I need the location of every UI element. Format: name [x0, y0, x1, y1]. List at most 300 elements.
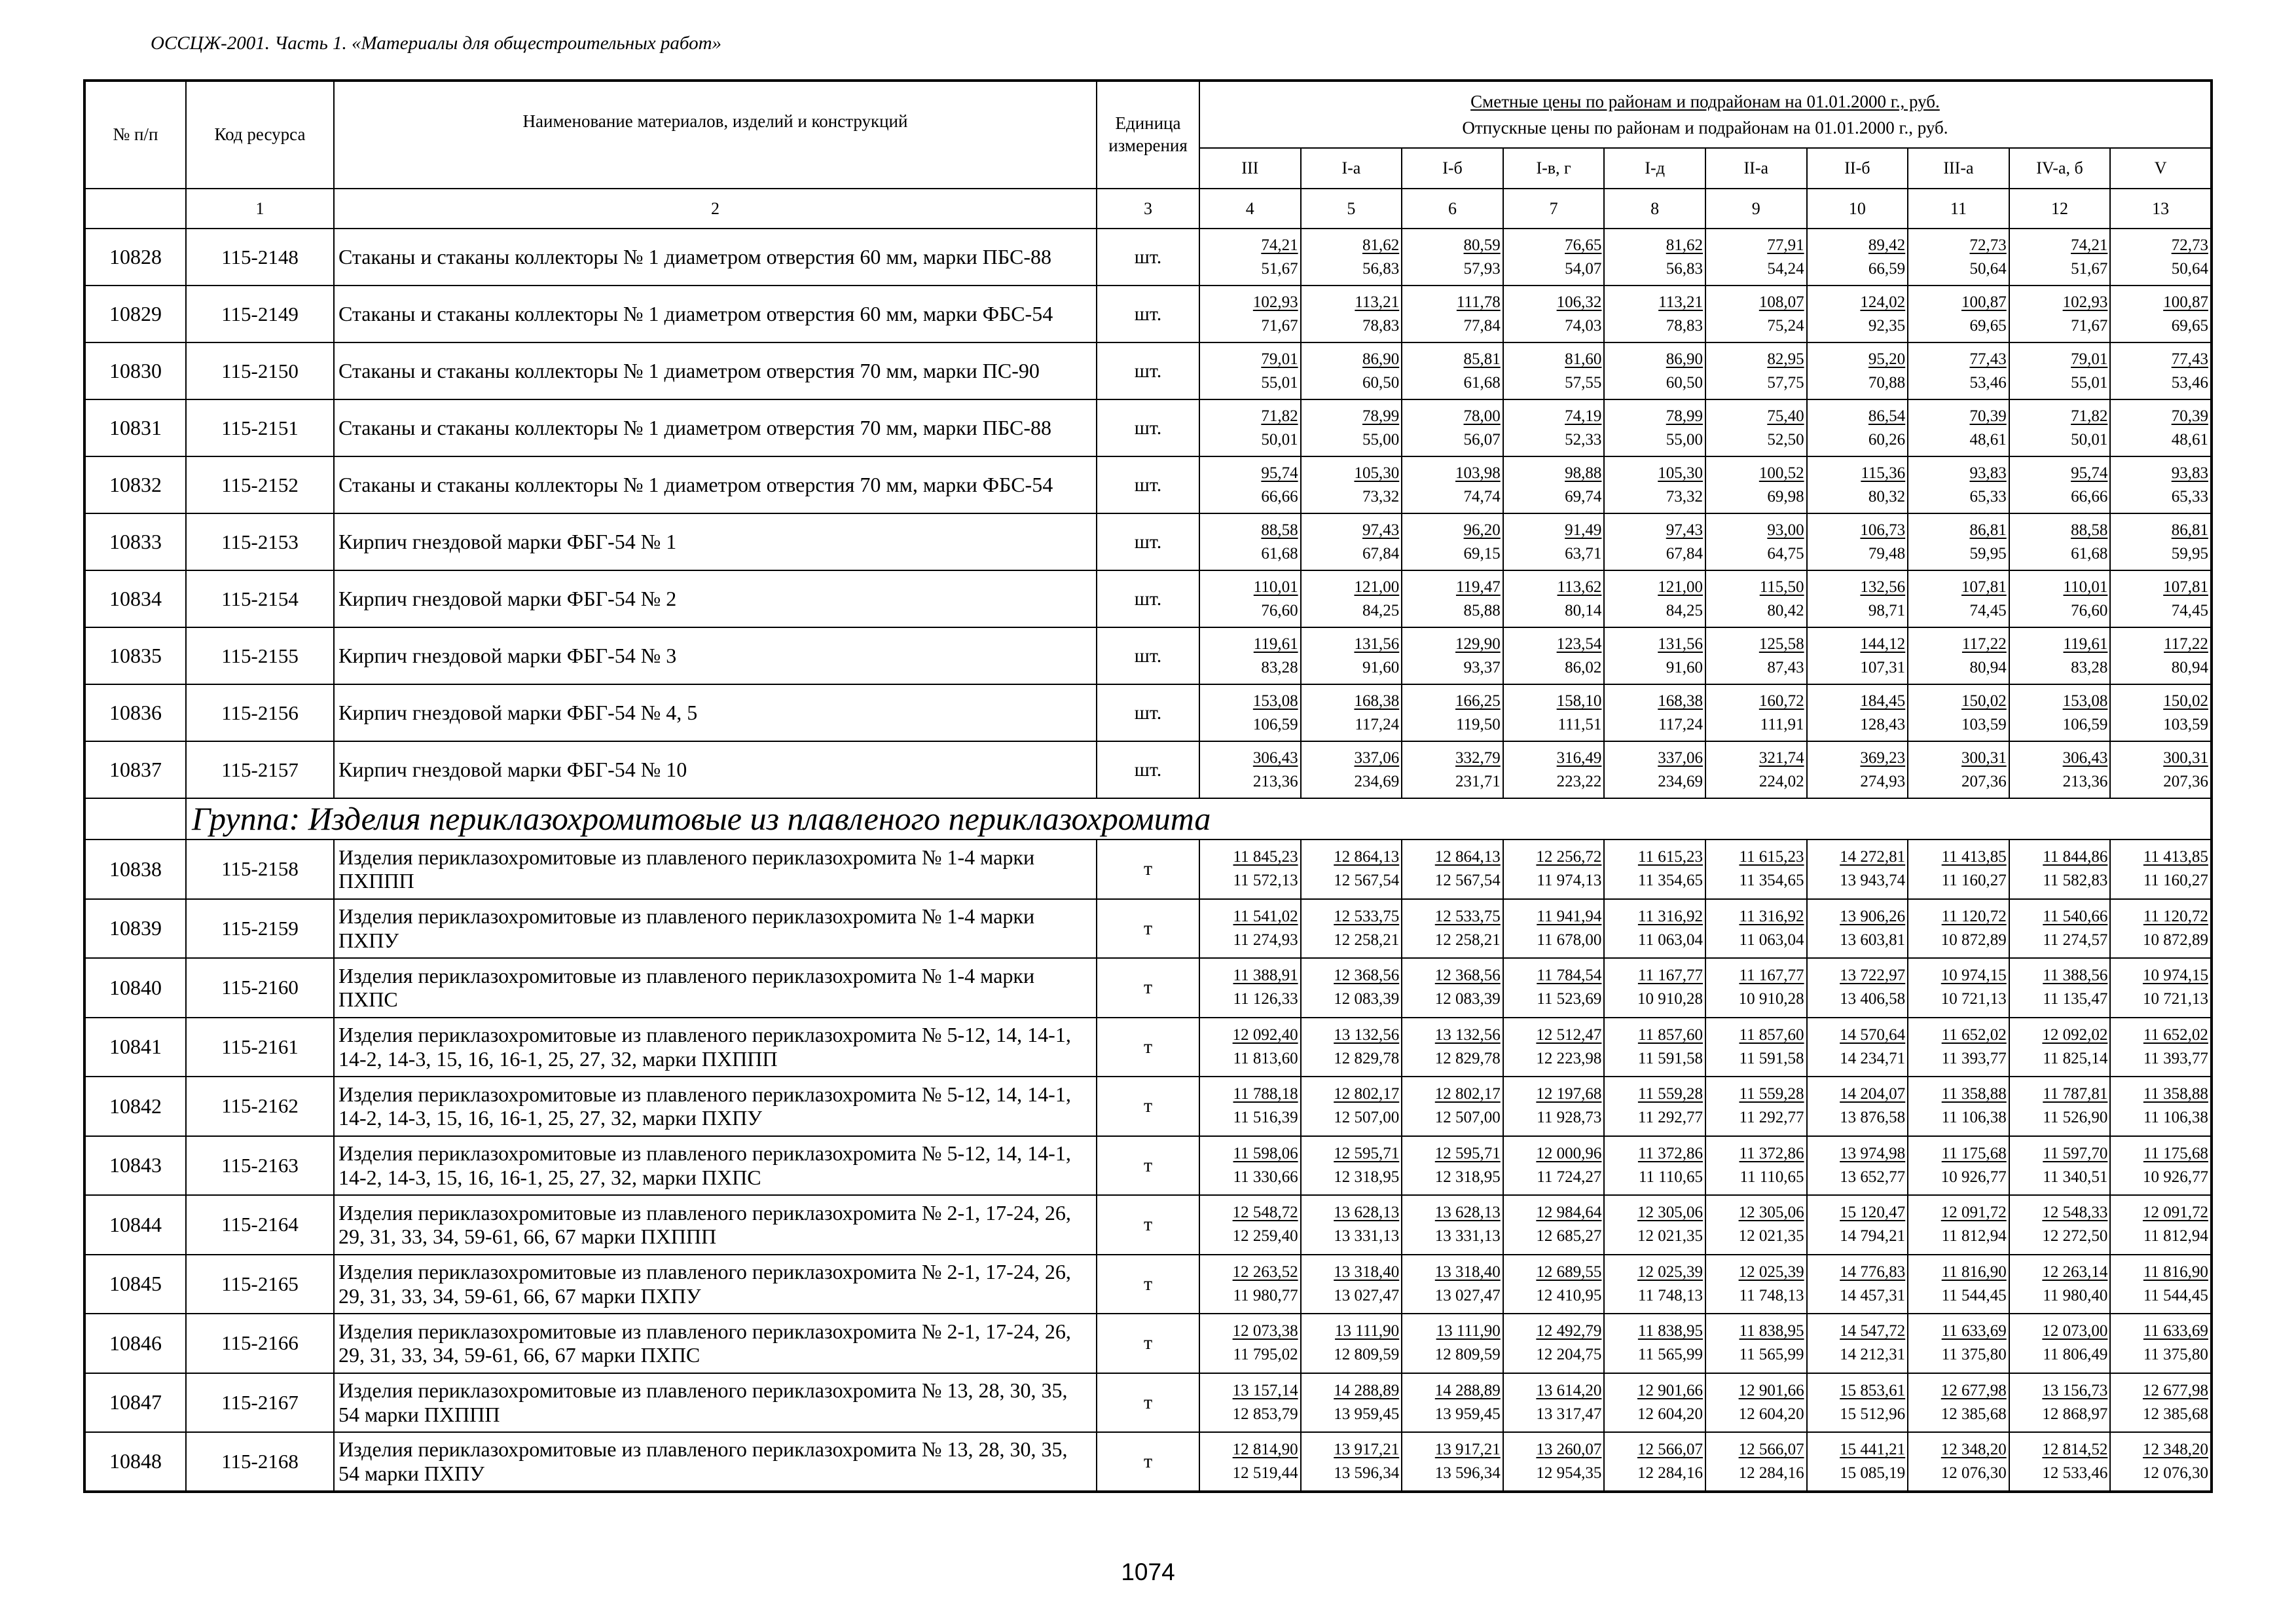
estimate-price: 88,58: [1261, 521, 1298, 539]
estimate-price: 13 722,97: [1840, 967, 1906, 985]
table-row: [84, 1255, 2212, 1314]
estimate-price: 14 288,89: [1334, 1381, 1400, 1399]
table-row: [84, 741, 2212, 798]
estimate-price: 11 358,88: [2143, 1085, 2208, 1103]
release-price: 103,59: [2163, 715, 2208, 733]
release-price: 12 829,78: [1434, 1049, 1501, 1067]
estimate-price: 81,62: [1362, 236, 1400, 254]
estimate-price: 13 156,73: [2042, 1381, 2108, 1399]
estimate-price: 11 413,85: [2143, 848, 2208, 866]
release-price: 11 724,27: [1537, 1168, 1602, 1186]
resource-number: 10841: [84, 1018, 186, 1077]
estimate-price: 70,39: [2171, 407, 2208, 425]
estimate-price: 79,01: [1261, 350, 1298, 368]
estimate-price: 78,00: [1463, 407, 1501, 425]
price-cell: [1807, 899, 1908, 959]
estimate-price: 15 853,61: [1840, 1381, 1906, 1399]
column-number: 8: [1604, 189, 1705, 229]
estimate-price: 12 368,56: [1334, 967, 1400, 985]
estimate-price: 150,02: [1961, 692, 2007, 710]
release-price: 11 812,94: [2143, 1227, 2208, 1246]
estimate-price: 12 901,66: [1637, 1381, 1703, 1399]
table-row: [84, 1077, 2212, 1136]
price-cell: [1908, 840, 2009, 899]
release-price: 11 523,69: [1537, 990, 1602, 1008]
estimate-price: 11 857,60: [1637, 1025, 1703, 1044]
estimate-price: 12 025,39: [1637, 1263, 1703, 1281]
estimate-price: 14 204,07: [1840, 1085, 1906, 1103]
price-cell: [1908, 399, 2009, 456]
price-cell: [1402, 1373, 1503, 1433]
price-cell: [1301, 958, 1402, 1018]
estimate-price: 316,49: [1556, 748, 1602, 767]
price-cell: [1402, 229, 1503, 286]
price-cell: [1807, 1314, 1908, 1373]
release-price: 50,64: [1969, 259, 2007, 278]
price-cell: [1705, 899, 1807, 959]
estimate-price: 129,90: [1455, 635, 1501, 653]
material-name: Кирпич гнездовой марки ФБГ-54 № 10: [334, 741, 1097, 798]
estimate-price: 121,00: [1354, 578, 1400, 596]
release-price: 11 526,90: [2043, 1109, 2108, 1127]
price-cell: [1301, 840, 1402, 899]
column-number: 2: [334, 189, 1097, 229]
price-cell: [1807, 1077, 1908, 1136]
estimate-price: 10 974,15: [2142, 967, 2208, 985]
price-cell: [1402, 840, 1503, 899]
estimate-price: 11 816,90: [2143, 1263, 2208, 1281]
estimate-price: 12 305,06: [1637, 1204, 1703, 1222]
table-row: [84, 1314, 2212, 1373]
release-price: 74,45: [2171, 601, 2208, 619]
estimate-price: 11 838,95: [1739, 1322, 1804, 1340]
price-cell: [1807, 286, 1908, 342]
material-name: Изделия периклазохромитовые из плавленого периклазохромита № 5-12, 14, 14-1, 14-2, 14-3, 15, 16, 16-1, 25, 27, 32, марки ПХПС: [334, 1136, 1097, 1196]
district-header: I-д: [1604, 148, 1705, 189]
estimate-price: 117,22: [2164, 635, 2208, 653]
price-cell: [1199, 899, 1301, 959]
price-cell: [1604, 1373, 1705, 1433]
resource-number: 10838: [84, 840, 186, 899]
price-cell: [1807, 570, 1908, 627]
price-cell: [1807, 840, 1908, 899]
release-price: 73,32: [1362, 487, 1400, 506]
price-cell: [2009, 1373, 2111, 1433]
group-row-spacer: [84, 798, 186, 840]
price-cell: [2009, 1136, 2111, 1196]
release-price: 11 795,02: [1233, 1346, 1298, 1364]
price-cell: [1301, 229, 1402, 286]
release-price: 12 567,54: [1334, 872, 1400, 890]
price-cell: [1503, 1195, 1605, 1255]
estimate-price: 11 120,72: [2143, 907, 2208, 925]
column-number: 9: [1705, 189, 1807, 229]
release-price: 11 375,80: [1941, 1346, 2007, 1364]
price-cell: [1807, 958, 1908, 1018]
estimate-price: 168,38: [1354, 692, 1400, 710]
release-price: 54,24: [1767, 259, 1804, 278]
table-row: [84, 399, 2212, 456]
release-price: 12 385,68: [2142, 1405, 2208, 1423]
release-price: 223,22: [1556, 772, 1602, 790]
estimate-price: 113,21: [1355, 293, 1400, 311]
table-row: [84, 342, 2212, 399]
price-cell: [1807, 513, 1908, 570]
price-cell: [1908, 1255, 2009, 1314]
release-price: 11 126,33: [1233, 990, 1298, 1008]
table-row: [84, 958, 2212, 1018]
price-cell: [1503, 1136, 1605, 1196]
price-cell: [1604, 570, 1705, 627]
release-price: 213,36: [1252, 772, 1298, 790]
unit-of-measure: т: [1097, 1018, 1199, 1077]
table-row: [84, 513, 2212, 570]
estimate-price: 12 512,47: [1536, 1025, 1602, 1044]
resource-number: 10836: [84, 684, 186, 741]
estimate-price: 117,22: [1961, 635, 2007, 653]
resource-number: 10847: [84, 1373, 186, 1433]
resource-number: 10834: [84, 570, 186, 627]
release-price: 69,15: [1463, 544, 1501, 563]
price-cell: [1199, 741, 1301, 798]
release-price: 12 076,30: [1941, 1464, 2007, 1482]
release-price: 11 274,57: [2043, 931, 2108, 949]
price-cell: [1402, 899, 1503, 959]
release-price: 13 027,47: [1434, 1286, 1501, 1304]
estimate-price: 132,56: [1860, 578, 1906, 596]
release-price: 12 385,68: [1941, 1405, 2007, 1423]
price-cell: [1705, 570, 1807, 627]
release-price: 59,95: [1969, 544, 2007, 563]
resource-number: 10840: [84, 958, 186, 1018]
estimate-price: 77,43: [2171, 350, 2208, 368]
release-price: 207,36: [2163, 772, 2208, 790]
price-cell: [1402, 627, 1503, 684]
estimate-price: 306,43: [2062, 748, 2108, 767]
estimate-price: 13 917,21: [1434, 1440, 1501, 1458]
price-cell: [2110, 1136, 2212, 1196]
estimate-price: 13 132,56: [1334, 1025, 1400, 1044]
price-cell: [1705, 1018, 1807, 1077]
estimate-price: 88,58: [2071, 521, 2108, 539]
unit-of-measure: т: [1097, 958, 1199, 1018]
estimate-price: 12 000,96: [1536, 1144, 1602, 1162]
estimate-price: 15 441,21: [1840, 1440, 1906, 1458]
unit-of-measure: шт.: [1097, 399, 1199, 456]
release-price: 12 853,79: [1232, 1405, 1298, 1423]
estimate-price: 105,30: [1658, 464, 1703, 482]
price-cell: [1807, 741, 1908, 798]
release-price: 50,01: [1261, 430, 1298, 449]
resource-number: 10845: [84, 1255, 186, 1314]
district-header: I-а: [1301, 148, 1402, 189]
release-price: 13 317,47: [1536, 1405, 1602, 1423]
estimate-price: 11 845,23: [1233, 848, 1298, 866]
release-price: 57,93: [1463, 259, 1501, 278]
price-cell: [1301, 741, 1402, 798]
estimate-price: 12 368,56: [1434, 967, 1501, 985]
release-price: 11 813,60: [1233, 1049, 1298, 1067]
price-cell: [2009, 958, 2111, 1018]
price-cell: [1503, 899, 1605, 959]
release-price: 66,66: [2071, 487, 2108, 506]
release-price: 12 318,95: [1334, 1168, 1400, 1186]
release-price: 69,65: [2171, 316, 2208, 335]
estimate-price: 119,61: [2063, 635, 2108, 653]
material-name: Изделия периклазохромитовые из плавленого периклазохромита № 5-12, 14, 14-1, 14-2, 14-3, 15, 16, 16-1, 25, 27, 32, марки ПХППП: [334, 1018, 1097, 1077]
release-price: 10 721,13: [1941, 990, 2007, 1008]
estimate-price: 11 372,86: [1739, 1144, 1804, 1162]
release-price: 78,83: [1666, 316, 1703, 335]
estimate-price: 11 316,92: [1637, 907, 1703, 925]
price-cell: [1503, 1314, 1605, 1373]
price-cell: [2110, 1432, 2212, 1492]
estimate-price: 12 073,00: [2042, 1322, 2108, 1340]
release-price: 11 292,77: [1739, 1109, 1804, 1127]
estimate-price: 150,02: [2163, 692, 2208, 710]
release-price: 80,32: [1868, 487, 1906, 506]
price-cell: [1402, 1077, 1503, 1136]
price-cell: [1908, 229, 2009, 286]
price-cell: [1402, 399, 1503, 456]
price-cell: [1402, 741, 1503, 798]
price-cell: [1705, 1373, 1807, 1433]
estimate-price: 102,93: [1252, 293, 1298, 311]
estimate-price: 85,81: [1463, 350, 1501, 368]
estimate-price: 86,81: [2171, 521, 2208, 539]
price-cell: [2009, 342, 2111, 399]
price-cell: [1908, 627, 2009, 684]
release-price: 14 457,31: [1840, 1286, 1906, 1304]
price-cell: [1199, 958, 1301, 1018]
release-price: 74,45: [1969, 601, 2007, 619]
price-cell: [2009, 684, 2111, 741]
estimate-price: 115,36: [1861, 464, 1906, 482]
price-cell: [1503, 456, 1605, 513]
estimate-price: 13 318,40: [1434, 1263, 1501, 1281]
unit-of-measure: т: [1097, 1432, 1199, 1492]
estimate-price: 160,72: [1758, 692, 1804, 710]
price-cell: [1402, 1314, 1503, 1373]
release-price: 12 829,78: [1334, 1049, 1400, 1067]
material-name: Изделия периклазохромитовые из плавленого периклазохромита № 2-1, 17-24, 26, 29, 31, 33, 34, 59-61, 66, 67 марки ПХППП: [334, 1195, 1097, 1255]
estimate-price: 300,31: [1961, 748, 2007, 767]
price-cell: [1199, 399, 1301, 456]
estimate-price: 13 132,56: [1434, 1025, 1501, 1044]
release-price: 52,50: [1767, 430, 1804, 449]
price-cell: [1301, 342, 1402, 399]
price-cell: [1604, 1314, 1705, 1373]
price-cell: [1503, 741, 1605, 798]
estimate-price: 337,06: [1354, 748, 1400, 767]
price-cell: [1807, 1018, 1908, 1077]
price-cell: [1908, 570, 2009, 627]
estimate-price: 306,43: [1252, 748, 1298, 767]
unit-of-measure: шт.: [1097, 286, 1199, 342]
price-cell: [1301, 1136, 1402, 1196]
release-price: 12 021,35: [1637, 1227, 1703, 1246]
column-number: 3: [1097, 189, 1199, 229]
estimate-price: 74,21: [2071, 236, 2108, 254]
price-cell: [1301, 1314, 1402, 1373]
material-name: Кирпич гнездовой марки ФБГ-54 № 1: [334, 513, 1097, 570]
release-price: 11 812,94: [1941, 1227, 2007, 1246]
price-cell: [2009, 399, 2111, 456]
release-price: 80,94: [1969, 658, 2007, 676]
estimate-price: 11 540,66: [2043, 907, 2108, 925]
group-title: Группа: Изделия периклазохромитовые из плавленого периклазохромита: [186, 798, 2212, 840]
price-cell: [1199, 627, 1301, 684]
price-cell: [2110, 627, 2212, 684]
price-cell: [1908, 1018, 2009, 1077]
estimate-price: 14 776,83: [1840, 1263, 1906, 1281]
estimate-price: 86,90: [1362, 350, 1400, 368]
estimate-price: 103,98: [1455, 464, 1501, 482]
release-price: 103,59: [1961, 715, 2007, 733]
price-cell: [1301, 1018, 1402, 1077]
release-price: 14 794,21: [1840, 1227, 1906, 1246]
resource-number: 10848: [84, 1432, 186, 1492]
price-cell: [1604, 1255, 1705, 1314]
release-price: 80,42: [1767, 601, 1804, 619]
estimate-price: 14 547,72: [1840, 1322, 1906, 1340]
resource-code: 115-2157: [186, 741, 334, 798]
estimate-price: 12 492,79: [1536, 1322, 1602, 1340]
unit-of-measure: шт.: [1097, 456, 1199, 513]
release-price: 56,83: [1666, 259, 1703, 278]
estimate-price: 81,62: [1666, 236, 1703, 254]
unit-of-measure: шт.: [1097, 627, 1199, 684]
release-price: 54,07: [1565, 259, 1602, 278]
price-cell: [1604, 1136, 1705, 1196]
price-cell: [1807, 229, 1908, 286]
estimate-price: 96,20: [1463, 521, 1501, 539]
price-cell: [1604, 627, 1705, 684]
resource-code: 115-2148: [186, 229, 334, 286]
release-price: 10 910,28: [1637, 990, 1703, 1008]
estimate-price: 86,90: [1666, 350, 1703, 368]
price-cell: [1199, 1373, 1301, 1433]
price-cell: [1604, 456, 1705, 513]
release-price: 117,24: [1355, 715, 1400, 733]
release-price: 84,25: [1666, 601, 1703, 619]
price-cell: [2110, 1077, 2212, 1136]
price-cell: [2110, 684, 2212, 741]
release-price: 13 959,45: [1334, 1405, 1400, 1423]
estimate-price: 11 633,69: [2143, 1322, 2208, 1340]
release-price: 52,33: [1565, 430, 1602, 449]
estimate-price: 93,83: [1969, 464, 2007, 482]
estimate-price: 11 120,72: [1941, 907, 2007, 925]
price-cell: [1604, 1077, 1705, 1136]
release-price: 76,60: [1261, 601, 1298, 619]
release-price: 10 926,77: [1941, 1168, 2007, 1186]
estimate-price: 12 091,72: [1941, 1204, 2007, 1222]
release-price: 60,26: [1868, 430, 1906, 449]
price-cell: [1199, 1136, 1301, 1196]
release-price: 11 591,58: [1739, 1049, 1804, 1067]
price-cell: [1908, 342, 2009, 399]
table-row: [84, 1432, 2212, 1492]
estimate-price: 13 318,40: [1334, 1263, 1400, 1281]
release-price: 13 596,34: [1434, 1464, 1501, 1482]
resource-code: 115-2149: [186, 286, 334, 342]
release-price: 12 533,46: [2042, 1464, 2108, 1482]
table-row: [84, 286, 2212, 342]
unit-of-measure: т: [1097, 1195, 1199, 1255]
table-row: [84, 456, 2212, 513]
estimate-price: 131,56: [1658, 635, 1703, 653]
price-cell: [1199, 684, 1301, 741]
resource-number: 10831: [84, 399, 186, 456]
release-price: 61,68: [2071, 544, 2108, 563]
estimate-price: 12 595,71: [1434, 1144, 1501, 1162]
price-cell: [1705, 286, 1807, 342]
price-cell: [2009, 741, 2111, 798]
price-cell: [2110, 899, 2212, 959]
estimate-price: 93,00: [1767, 521, 1804, 539]
price-cell: [1604, 342, 1705, 399]
release-price: 57,75: [1767, 373, 1804, 392]
estimate-price: 72,73: [1969, 236, 2007, 254]
release-price: 11 572,13: [1233, 872, 1298, 890]
release-price: 11 591,58: [1637, 1049, 1703, 1067]
price-cell: [2110, 1373, 2212, 1433]
material-name: Изделия периклазохромитовые из плавленого периклазохромита № 5-12, 14, 14-1, 14-2, 14-3, 15, 16, 16-1, 25, 27, 32, марки ПХПУ: [334, 1077, 1097, 1136]
estimate-price: 13 111,90: [1335, 1322, 1400, 1340]
table-row: [84, 1136, 2212, 1196]
release-price: 13 652,77: [1840, 1168, 1906, 1186]
price-cell: [1301, 684, 1402, 741]
estimate-price: 12 677,98: [1941, 1381, 2007, 1399]
estimate-price: 166,25: [1455, 692, 1501, 710]
estimate-price: 108,07: [1758, 293, 1804, 311]
resource-code: 115-2168: [186, 1432, 334, 1492]
column-number: 7: [1503, 189, 1605, 229]
price-cell: [1807, 1136, 1908, 1196]
estimate-price: 369,23: [1860, 748, 1906, 767]
estimate-price: 97,43: [1666, 521, 1703, 539]
column-number-blank: [84, 189, 186, 229]
resource-number: 10846: [84, 1314, 186, 1373]
price-cell: [1705, 1077, 1807, 1136]
estimate-price: 11 788,18: [1233, 1085, 1298, 1103]
material-name: Изделия периклазохромитовые из плавленого периклазохромита № 1-4 марки ПХППП: [334, 840, 1097, 899]
release-price: 55,00: [1362, 430, 1400, 449]
estimate-price: 100,87: [2163, 293, 2208, 311]
price-cell: [1402, 1432, 1503, 1492]
estimate-price: 12 566,07: [1738, 1440, 1804, 1458]
release-price: 80,94: [2171, 658, 2208, 676]
release-price: 11 544,45: [2143, 1286, 2208, 1304]
estimate-price: 119,61: [1253, 635, 1298, 653]
release-price: 53,46: [2171, 373, 2208, 392]
estimate-price: 11 559,28: [1739, 1085, 1804, 1103]
estimate-price: 14 570,64: [1840, 1025, 1906, 1044]
price-cell: [1199, 286, 1301, 342]
estimate-price: 12 802,17: [1434, 1085, 1501, 1103]
estimate-price: 75,40: [1767, 407, 1804, 425]
estimate-price: 11 541,02: [1233, 907, 1298, 925]
estimate-price: 13 906,26: [1840, 907, 1906, 925]
column-number: 4: [1199, 189, 1301, 229]
price-cell: [1908, 1314, 2009, 1373]
release-price: 15 085,19: [1840, 1464, 1906, 1482]
price-cell: [2110, 958, 2212, 1018]
release-price: 91,60: [1666, 658, 1703, 676]
price-cell: [2110, 570, 2212, 627]
price-cell: [2009, 456, 2111, 513]
